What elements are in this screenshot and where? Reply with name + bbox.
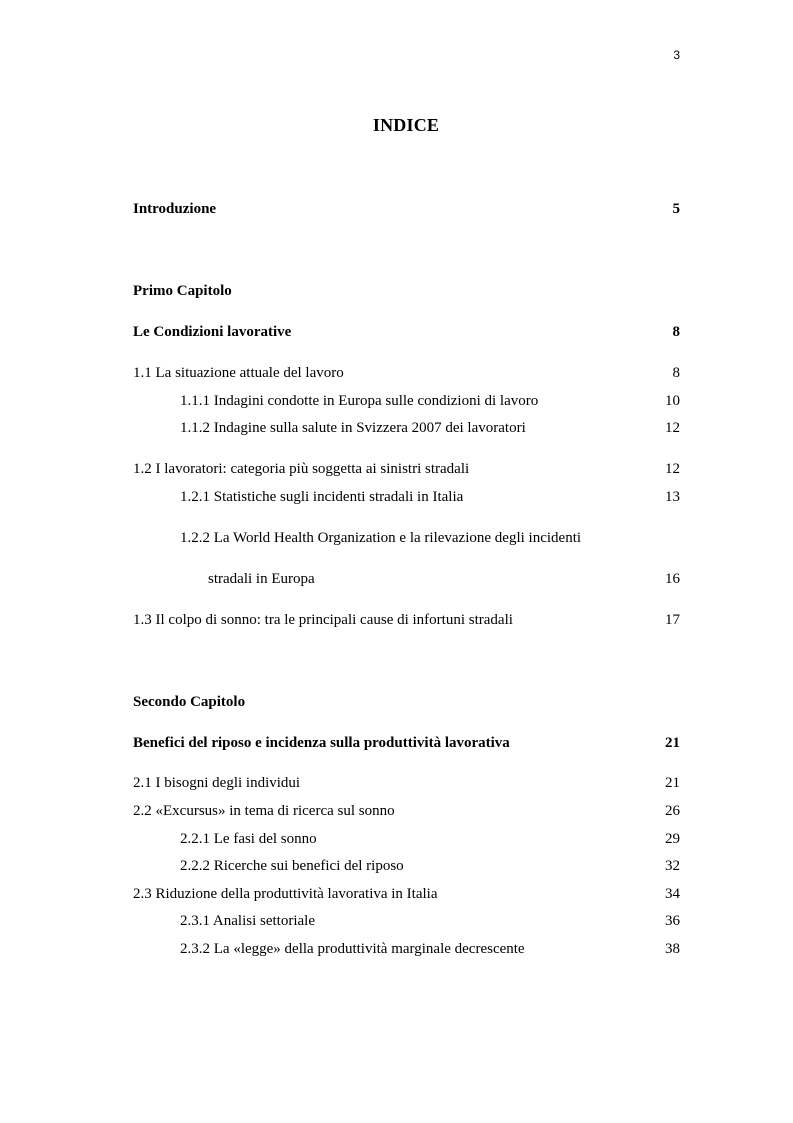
toc-entry-1-1 [133,363,680,383]
toc-entry-2-2 [133,801,680,821]
toc-entry-page: 38 [665,941,680,957]
toc-entry-label: 1.1.1 Indagini condotte in Europa sulle condizioni di lavoro [180,393,539,409]
chapter-heading-label: Primo Capitolo [133,283,232,299]
toc-entry-label: Introduzione [133,201,217,217]
toc-entry-page: 16 [665,571,680,587]
toc-entry-page: 34 [665,886,680,902]
toc-entry-label: 1.2 I lavoratori: categoria più soggetta ai sinistri stradali [133,461,470,477]
toc-entry-label: 2.2.2 Ricerche sui benefici del riposo [180,858,404,874]
toc-entry-label: stradali in Europa [208,571,315,587]
toc-entry-label: 2.2.1 Le fasi del sonno [180,831,317,847]
toc-entry-page: 36 [665,913,680,929]
toc-entry-1-3 [133,610,680,630]
toc-entry-2-2-2 [133,856,680,876]
toc-entry-label: 1.3 Il colpo di sonno: tra le principali cause di infortuni stradali [133,612,513,628]
toc-entry-page: 5 [672,201,680,217]
page-title: INDICE [372,115,440,135]
toc-entry-label: Le Condizioni lavorative [133,324,292,340]
toc-entry-2-3-1 [133,911,680,931]
chapter-heading-2 [133,692,680,712]
toc-entry-2-1 [133,773,680,793]
toc-entry-label: 1.2.1 Statistiche sugli incidenti stradali in Italia [180,489,464,505]
toc-entry-1-2-2-continuation [133,569,680,589]
chapter-heading-label: Secondo Capitolo [133,694,246,710]
toc-entry-page: 21 [665,735,680,751]
toc-entry-label: 2.1 I bisogni degli individui [133,775,301,791]
toc-entry-page: 32 [665,858,680,874]
toc-entry-introduzione [133,199,680,219]
toc-entry-page: 8 [672,365,680,381]
chapter-title-1 [133,322,680,342]
toc-entry-1-2 [133,459,680,479]
toc-entry-1-1-1 [133,391,680,411]
toc-entry-2-2-1 [133,829,680,849]
chapter-title-2 [133,733,680,753]
toc-entry-label: 1.2.2 La World Health Organization e la rilevazione degli incidenti [180,530,582,546]
toc-entry-label: 2.3.1 Analisi settoriale [180,913,315,929]
toc-entry-label: Benefici del riposo e incidenza sulla produttività lavorativa [133,735,510,751]
toc-entry-page: 12 [665,420,680,436]
toc-entry-page: 29 [665,831,680,847]
toc-entry-page: 10 [665,393,680,409]
toc-entry-page: 21 [665,775,680,791]
toc-entry-1-2-2 [133,528,680,548]
toc-entry-label: 1.1 La situazione attuale del lavoro [133,365,344,381]
toc-entry-label: 2.3.2 La «legge» della produttività marginale decrescente [180,941,525,957]
chapter-heading-1 [133,281,680,301]
toc-entry-1-2-1 [133,487,680,507]
toc-entry-1-1-2 [133,418,680,438]
toc-entry-page: 26 [665,803,680,819]
toc-entry-page: 8 [672,324,680,340]
page-number: 3 [673,48,680,62]
toc-entry-page: 13 [665,489,680,505]
toc-entry-page: 17 [665,612,680,628]
toc-entry-2-3 [133,884,680,904]
toc-entry-label: 2.2 «Excursus» in tema di ricerca sul sonno [133,803,395,819]
toc-entry-page: 12 [665,461,680,477]
toc-entry-label: 2.3 Riduzione della produttività lavorativa in Italia [133,886,438,902]
toc-entry-label: 1.1.2 Indagine sulla salute in Svizzera 2007 dei lavoratori [180,420,526,436]
toc-entry-2-3-2 [133,939,680,959]
